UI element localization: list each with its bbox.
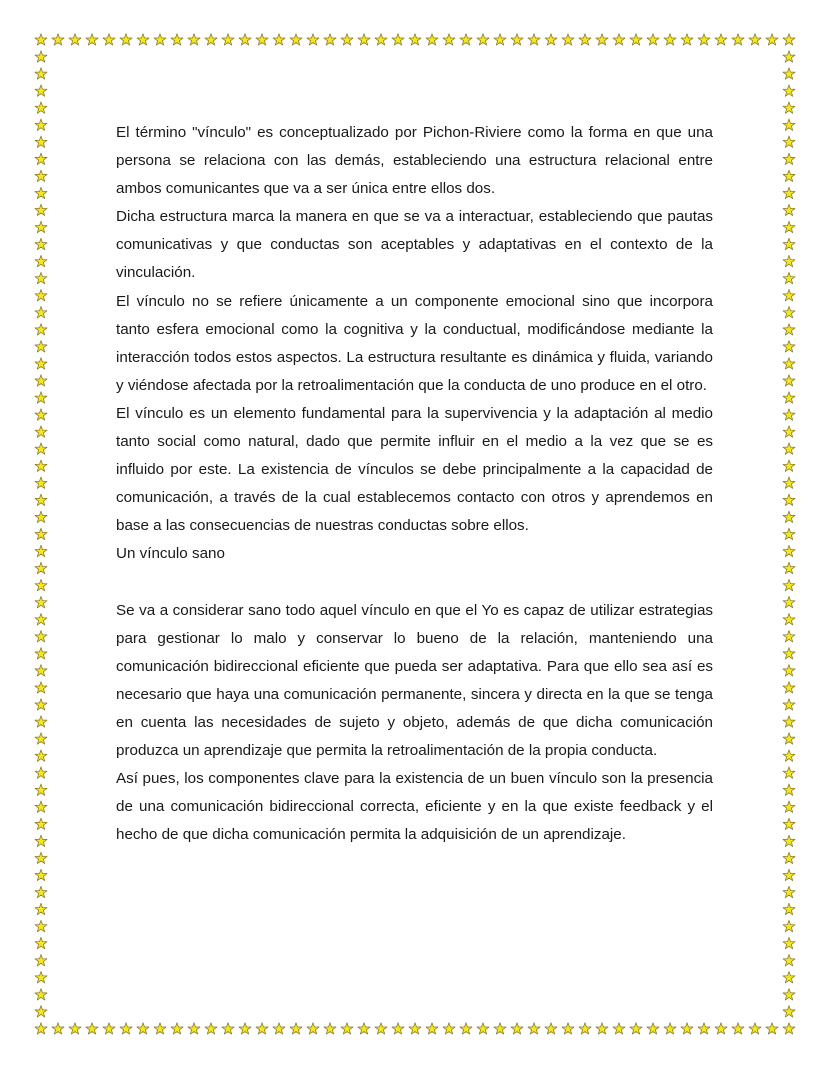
star-icon (783, 1006, 795, 1017)
star-icon (511, 34, 523, 45)
star-icon (783, 614, 795, 625)
star-icon (35, 290, 47, 301)
star-icon (341, 34, 353, 45)
star-icon (783, 392, 795, 403)
star-icon (35, 784, 47, 795)
star-icon (545, 34, 557, 45)
star-icon (528, 1023, 540, 1034)
star-icon (647, 34, 659, 45)
star-icon (783, 136, 795, 147)
star-icon (375, 1023, 387, 1034)
star-icon (273, 34, 285, 45)
star-icon (783, 68, 795, 79)
star-icon (783, 955, 795, 966)
star-icon (783, 272, 795, 283)
star-icon (358, 1023, 370, 1034)
star-icon (35, 682, 47, 693)
star-icon (715, 1023, 727, 1034)
star-icon (35, 375, 47, 386)
star-icon (783, 545, 795, 556)
star-icon (783, 460, 795, 471)
star-icon (35, 665, 47, 676)
star-icon (783, 102, 795, 113)
paragraph-4: El vínculo es un elemento fundamental para la supervivencia y la adaptación al medio tanto social como natural, dado que permite influir en el medio a la vez que se es influido por este. La existencia de vínculos se debe principalmente a la capacidad de comunicación, a través de la cual establecemos contacto con otros y aprendemos en base a las consecuencias de nuestras conductas sobre ellos. (116, 404, 713, 535)
star-icon (137, 1023, 149, 1034)
star-icon (783, 1023, 795, 1034)
star-icon (35, 494, 47, 505)
star-icon (35, 699, 47, 710)
star-icon (409, 34, 421, 45)
star-icon (35, 886, 47, 897)
star-icon (35, 614, 47, 625)
star-icon (783, 733, 795, 744)
paragraph-1: El término "vínculo" es conceptualizado por Pichon-Riviere como la forma en que una persona se relaciona con las demás, estableciendo una estructura relacional entre ambos comunicantes que va a ser única entre ellos dos. (116, 124, 713, 198)
star-icon (783, 801, 795, 812)
star-icon (171, 1023, 183, 1034)
star-icon (783, 307, 795, 318)
star-icon (613, 1023, 625, 1034)
section-subheading: Un vínculo sano (116, 545, 225, 563)
star-icon (35, 221, 47, 232)
star-icon (239, 1023, 251, 1034)
star-icon (103, 34, 115, 45)
star-icon (783, 562, 795, 573)
star-icon (35, 545, 47, 556)
star-icon (783, 869, 795, 880)
star-icon (545, 1023, 557, 1034)
paragraph-6: Así pues, los componentes clave para la existencia de un buen vínculo son la presencia de una comunicación bidireccional correcta, eficiente y en la que existe feedback y el hecho de que dicha comunicación permita la adquisición de un aprendizaje. (116, 770, 713, 844)
star-icon (783, 477, 795, 488)
star-icon (35, 324, 47, 335)
star-icon (783, 682, 795, 693)
star-icon (256, 34, 268, 45)
star-icon (69, 1023, 81, 1034)
star-icon (783, 596, 795, 607)
star-icon (35, 153, 47, 164)
star-icon (477, 1023, 489, 1034)
star-icon (35, 255, 47, 266)
star-icon (783, 852, 795, 863)
star-icon (35, 801, 47, 812)
star-icon (392, 1023, 404, 1034)
star-icon (783, 494, 795, 505)
star-icon (120, 1023, 132, 1034)
star-icon (35, 102, 47, 113)
star-icon (205, 1023, 217, 1034)
star-icon (596, 34, 608, 45)
blank-line (116, 569, 713, 597)
star-icon (783, 204, 795, 215)
star-icon (681, 1023, 693, 1034)
star-icon (783, 750, 795, 761)
star-icon (35, 818, 47, 829)
star-icon (35, 238, 47, 249)
star-icon (341, 1023, 353, 1034)
star-icon (35, 852, 47, 863)
star-icon (137, 34, 149, 45)
star-icon (698, 1023, 710, 1034)
star-icon (749, 34, 761, 45)
star-icon (375, 34, 387, 45)
star-icon (783, 170, 795, 181)
star-icon (426, 34, 438, 45)
star-icon (324, 1023, 336, 1034)
star-icon (783, 818, 795, 829)
star-icon (783, 631, 795, 642)
star-icon (783, 324, 795, 335)
star-icon (35, 358, 47, 369)
star-icon (35, 648, 47, 659)
document-body (116, 119, 713, 849)
star-icon (783, 528, 795, 539)
star-icon (120, 34, 132, 45)
star-icon (460, 34, 472, 45)
star-icon (273, 1023, 285, 1034)
star-icon (749, 1023, 761, 1034)
star-icon (35, 989, 47, 1000)
star-icon (35, 85, 47, 96)
star-icon (35, 511, 47, 522)
star-icon (86, 1023, 98, 1034)
star-icon (494, 1023, 506, 1034)
star-icon (783, 886, 795, 897)
star-icon (783, 716, 795, 727)
star-icon (35, 631, 47, 642)
star-icon (664, 1023, 676, 1034)
star-icon (596, 1023, 608, 1034)
star-icon (579, 34, 591, 45)
star-icon (783, 972, 795, 983)
star-icon (222, 1023, 234, 1034)
star-icon (35, 460, 47, 471)
star-icon (35, 716, 47, 727)
star-icon (35, 562, 47, 573)
star-icon (307, 1023, 319, 1034)
star-icon (239, 34, 251, 45)
star-icon (783, 767, 795, 778)
star-icon (528, 34, 540, 45)
star-icon (35, 733, 47, 744)
star-icon (188, 1023, 200, 1034)
star-icon (783, 426, 795, 437)
star-icon (783, 153, 795, 164)
star-icon (783, 511, 795, 522)
star-icon (35, 937, 47, 948)
star-icon (256, 1023, 268, 1034)
star-icon (732, 1023, 744, 1034)
star-icon (477, 34, 489, 45)
star-icon (358, 34, 370, 45)
star-icon (35, 204, 47, 215)
star-icon (783, 119, 795, 130)
star-icon (630, 1023, 642, 1034)
star-icon (783, 989, 795, 1000)
star-icon (35, 596, 47, 607)
star-icon (783, 375, 795, 386)
star-icon (35, 187, 47, 198)
star-icon (69, 34, 81, 45)
star-icon (613, 34, 625, 45)
star-icon (426, 1023, 438, 1034)
star-icon (324, 34, 336, 45)
star-icon (35, 835, 47, 846)
star-icon (783, 937, 795, 948)
star-icon (443, 34, 455, 45)
star-icon (698, 34, 710, 45)
star-icon (647, 1023, 659, 1034)
star-icon (35, 443, 47, 454)
star-icon (86, 34, 98, 45)
star-icon (35, 972, 47, 983)
star-icon (783, 665, 795, 676)
star-icon (35, 1006, 47, 1017)
star-icon (307, 34, 319, 45)
star-icon (35, 307, 47, 318)
star-icon (35, 955, 47, 966)
star-icon (783, 920, 795, 931)
star-icon (222, 34, 234, 45)
star-icon (783, 443, 795, 454)
star-icon (35, 579, 47, 590)
star-icon (35, 920, 47, 931)
star-icon (35, 767, 47, 778)
star-icon (562, 1023, 574, 1034)
star-icon (205, 34, 217, 45)
star-icon (715, 34, 727, 45)
star-icon (290, 1023, 302, 1034)
star-icon (783, 221, 795, 232)
star-icon (35, 136, 47, 147)
star-icon (460, 1023, 472, 1034)
star-icon (443, 1023, 455, 1034)
star-icon (783, 903, 795, 914)
star-icon (732, 34, 744, 45)
star-icon (664, 34, 676, 45)
star-icon (783, 51, 795, 62)
star-icon (783, 409, 795, 420)
star-icon (52, 1023, 64, 1034)
star-icon (494, 34, 506, 45)
star-icon (188, 34, 200, 45)
star-icon (783, 85, 795, 96)
star-icon (766, 1023, 778, 1034)
star-icon (681, 34, 693, 45)
star-icon (35, 409, 47, 420)
star-icon (511, 1023, 523, 1034)
star-icon (35, 272, 47, 283)
star-icon (783, 255, 795, 266)
star-icon (35, 34, 47, 45)
star-icon (35, 1023, 47, 1034)
star-icon (35, 51, 47, 62)
star-icon (766, 34, 778, 45)
star-icon (392, 34, 404, 45)
star-icon (783, 238, 795, 249)
star-icon (52, 34, 64, 45)
paragraph-2: Dicha estructura marca la manera en que se va a interactuar, estableciendo que pautas comunicativas y que conductas son aceptables y adaptativas en el contexto de la vinculación. (116, 208, 713, 282)
star-icon (579, 1023, 591, 1034)
star-icon (35, 341, 47, 352)
star-icon (783, 648, 795, 659)
paragraph-3: El vínculo no se refiere únicamente a un componente emocional sino que incorpora tanto esfera emocional como la cognitiva y la conductual, modificándose mediante la interacción todos estos aspectos. La estructura resultante es dinámica y fluida, variando y viéndose afectada por la retroalimentación que la conducta de uno produce en el otro. (116, 292, 713, 394)
star-icon (783, 290, 795, 301)
star-icon (35, 869, 47, 880)
star-icon (783, 835, 795, 846)
star-icon (783, 579, 795, 590)
star-icon (783, 784, 795, 795)
star-icon (35, 528, 47, 539)
star-icon (290, 34, 302, 45)
star-icon (409, 1023, 421, 1034)
star-icon (171, 34, 183, 45)
star-icon (154, 1023, 166, 1034)
star-icon (35, 119, 47, 130)
star-icon (35, 426, 47, 437)
star-icon (35, 903, 47, 914)
paragraph-5: Se va a considerar sano todo aquel vínculo en que el Yo es capaz de utilizar estrategias para gestionar lo malo y conservar lo bueno de la relación, manteniendo una comunicación bidireccional eficiente que pueda ser adaptativa. Para que ello sea así es necesario que haya una comunicación permanente, sincera y directa en la que se tenga en cuenta las necesidades de sujeto y objeto, además de que dicha comunicación produzca un aprendizaje que permita la retroalimentación de la propia conducta. (116, 601, 713, 760)
star-icon (35, 750, 47, 761)
star-icon (783, 699, 795, 710)
star-icon (630, 34, 642, 45)
star-icon (35, 170, 47, 181)
star-icon (783, 187, 795, 198)
star-icon (103, 1023, 115, 1034)
star-icon (35, 477, 47, 488)
star-icon (35, 392, 47, 403)
star-icon (783, 358, 795, 369)
star-icon (783, 34, 795, 45)
star-icon (35, 68, 47, 79)
star-icon (562, 34, 574, 45)
star-icon (154, 34, 166, 45)
star-icon (783, 341, 795, 352)
